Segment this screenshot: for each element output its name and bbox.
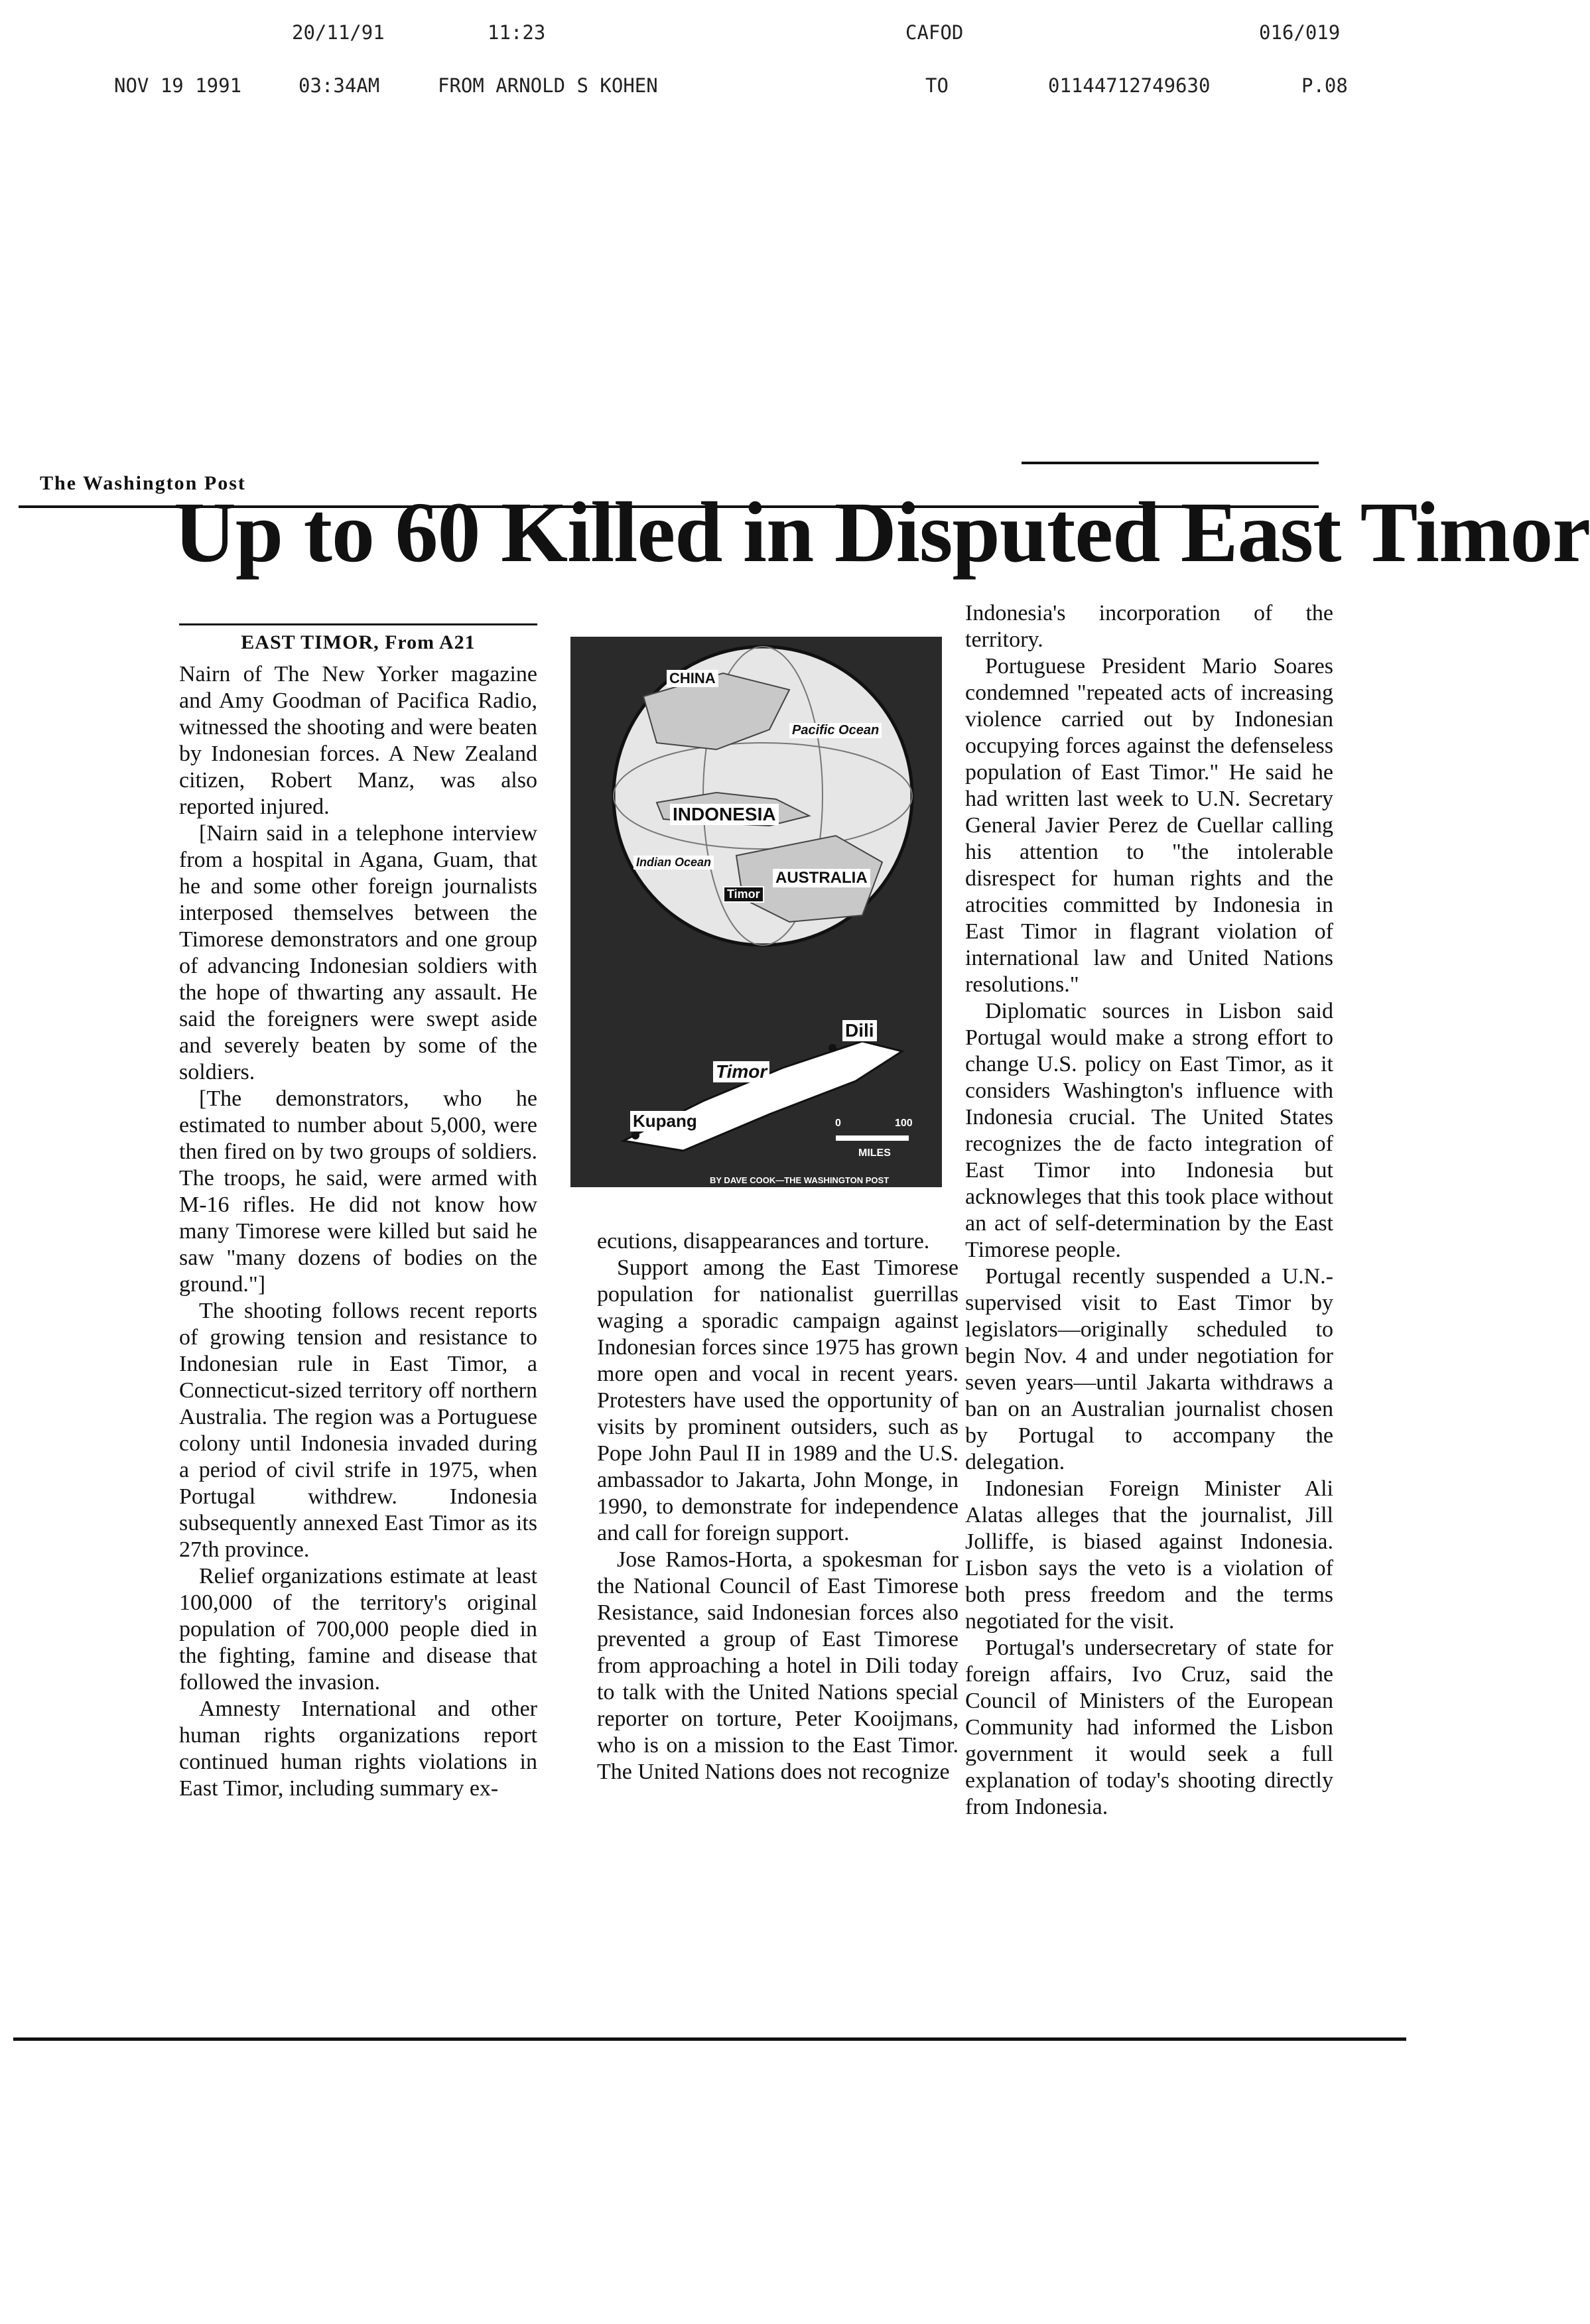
headline: Up to 60 Killed in Disputed East Timor — [174, 485, 1590, 580]
paragraph: ecutions, disappearances and torture. — [597, 1229, 930, 1254]
map-label-indian-ocean: Indian Ocean — [633, 856, 714, 870]
paragraph: [Nairn said in a telephone interview from a hospital in Agana, Guam, that he and some other foreign journalists interposed themselves between the Timorese demonstrators and one group of advancing Indonesian soldiers with the hope of thwarting any assault. He said the foreigners were swept aside and severely beaten by some of the soldiers. — [179, 821, 537, 1084]
map-label-china: CHINA — [667, 670, 718, 687]
map-label-indonesia: INDONESIA — [670, 804, 779, 825]
masthead-rule-top — [1022, 462, 1319, 464]
paragraph: [The demonstrators, who he estimated to number about 5,000, were then fired on by two groups of soldiers. The troops, he said, were armed with M-16 rifles. He did not know how many Timorese were killed but said he saw "many dozens of bodies on the ground."] — [179, 1086, 537, 1297]
fax-number: 01144712749630 — [1048, 74, 1211, 97]
jump-rule — [179, 623, 537, 625]
bottom-rule — [13, 2037, 1406, 2041]
scale-label-miles: MILES — [858, 1147, 891, 1159]
map-label-dili: Dili — [842, 1020, 877, 1041]
fax-page: P.08 — [1301, 74, 1348, 97]
fax-to-label: TO — [925, 74, 949, 97]
map-label-timor: Timor — [713, 1061, 769, 1082]
paragraph: Relief organizations estimate at least 100,000 of the territory's original population of 700,000 people died in the fighting, famine and disease that followed the invasion. — [179, 1564, 537, 1695]
masthead: The Washington Post — [40, 472, 246, 494]
article-column-3 — [965, 600, 1333, 1821]
fax-station: CAFOD — [905, 21, 964, 44]
paragraph: Indonesia's incorporation of the territory. — [965, 601, 1333, 652]
dili-marker — [828, 1044, 836, 1052]
map-label-pacific: Pacific Ocean — [789, 723, 882, 738]
article-column-2 — [597, 1228, 959, 1785]
map-label-timor-box: Timor — [723, 886, 764, 903]
paragraph: Indonesian Foreign Minister Ali Alatas alleges that the journalist, Jill Jolliffe, is biased against Indonesia. Lisbon says the veto is a violation of both press freedom and the terms negotiated for the visit. — [965, 1476, 1333, 1634]
east-timor-locator-map — [570, 637, 942, 1187]
map-label-australia: AUSTRALIA — [773, 869, 870, 887]
fax-sender: FROM ARNOLD S KOHEN — [438, 74, 658, 97]
map-illustration — [570, 637, 942, 1187]
paragraph: Amnesty International and other human rights organizations report continued human rights violations in East Timor, including summary ex- — [179, 1697, 537, 1801]
paragraph: Portuguese President Mario Soares condemned "repeated acts of increasing violence carried out by Indonesian occupying forces against the defenseless population of East Timor." He said he had written last week to U.N. Secretary General Javier Perez de Cuellar calling his attention to "the intolerable disrespect for human rights and the atrocities committed by Indonesia in East Timor in flagrant violation of international law and United Nations resolutions." — [965, 654, 1333, 997]
fax-date: NOV 19 1991 — [114, 74, 242, 97]
map-label-kupang: Kupang — [630, 1111, 700, 1131]
kupang-marker — [631, 1131, 639, 1139]
paragraph: Portugal's undersecretary of state for foreign affairs, Ivo Cruz, said the Council of Ministers of the European Community had informed the Lisbon government it would seek a full explanation of today's shooting directly from Indonesia. — [965, 1636, 1333, 1819]
fax-date: 20/11/91 — [292, 21, 385, 44]
fax-page: 016/019 — [1259, 21, 1341, 44]
scale-label-zero: 0 — [835, 1118, 841, 1129]
paragraph: Portugal recently suspended a U.N.-supervised visit to East Timor by legislators—originally scheduled to begin Nov. 4 and under negotiation for seven years—until Jakarta withdraws a ban on an Australian journalist chosen by Portugal to accompany the delegation. — [965, 1264, 1333, 1474]
fax-time: 03:34AM — [298, 74, 380, 97]
paragraph: Support among the East Timorese population for nationalist guerrillas waging a sporadic campaign against Indonesian forces since 1975 has grown more open and vocal in recent years. Protesters have used the opportunity of visits by prominent outsiders, such as Pope John Paul II in 1989 and the U.S. ambassador to Jakarta, John Monge, in 1990, to demonstrate for independence and call for foreign support. — [597, 1256, 959, 1545]
paragraph: Jose Ramos-Horta, a spokesman for the National Council of East Timorese Resistance, said Indonesian forces also prevented a group of East Timorese from approaching a hotel in Dili today to talk with the United Nations special reporter on torture, Peter Kooijmans, who is on a mission to the East Timor. The United Nations does not recognize — [597, 1547, 959, 1784]
scale-label-hundred: 100 — [895, 1118, 913, 1129]
paragraph: Diplomatic sources in Lisbon said Portugal would make a strong effort to change U.S. policy on East Timor, as it considers Washington's influence with Indonesia crucial. The United States recognizes the de facto integration of East Timor into Indonesia but acknowleges that this took place without an act of self-determination by the East Timorese people. — [965, 999, 1333, 1262]
article-column-1 — [179, 623, 537, 1802]
fax-time: 11:23 — [488, 21, 546, 44]
map-credit: BY DAVE COOK—THE WASHINGTON POST — [710, 1175, 890, 1185]
paragraph: The shooting follows recent reports of growing tension and resistance to Indonesian rule in East Timor, a Connecticut-sized territory off northern Australia. The region was a Portuguese colony until Indonesia invaded during a period of civil strife in 1975, when Portugal withdrew. Indonesia subsequently annexed East Timor as its 27th province. — [179, 1299, 537, 1562]
paragraph: Nairn of The New Yorker magazine and Amy Goodman of Pacifica Radio, witnessed the shooting and were beaten by Indonesian forces. A New Zealand citizen, Robert Manz, was also reported injured. — [179, 662, 537, 819]
scale-bar — [836, 1135, 909, 1141]
jump-line: EAST TIMOR, From A21 — [241, 631, 476, 653]
